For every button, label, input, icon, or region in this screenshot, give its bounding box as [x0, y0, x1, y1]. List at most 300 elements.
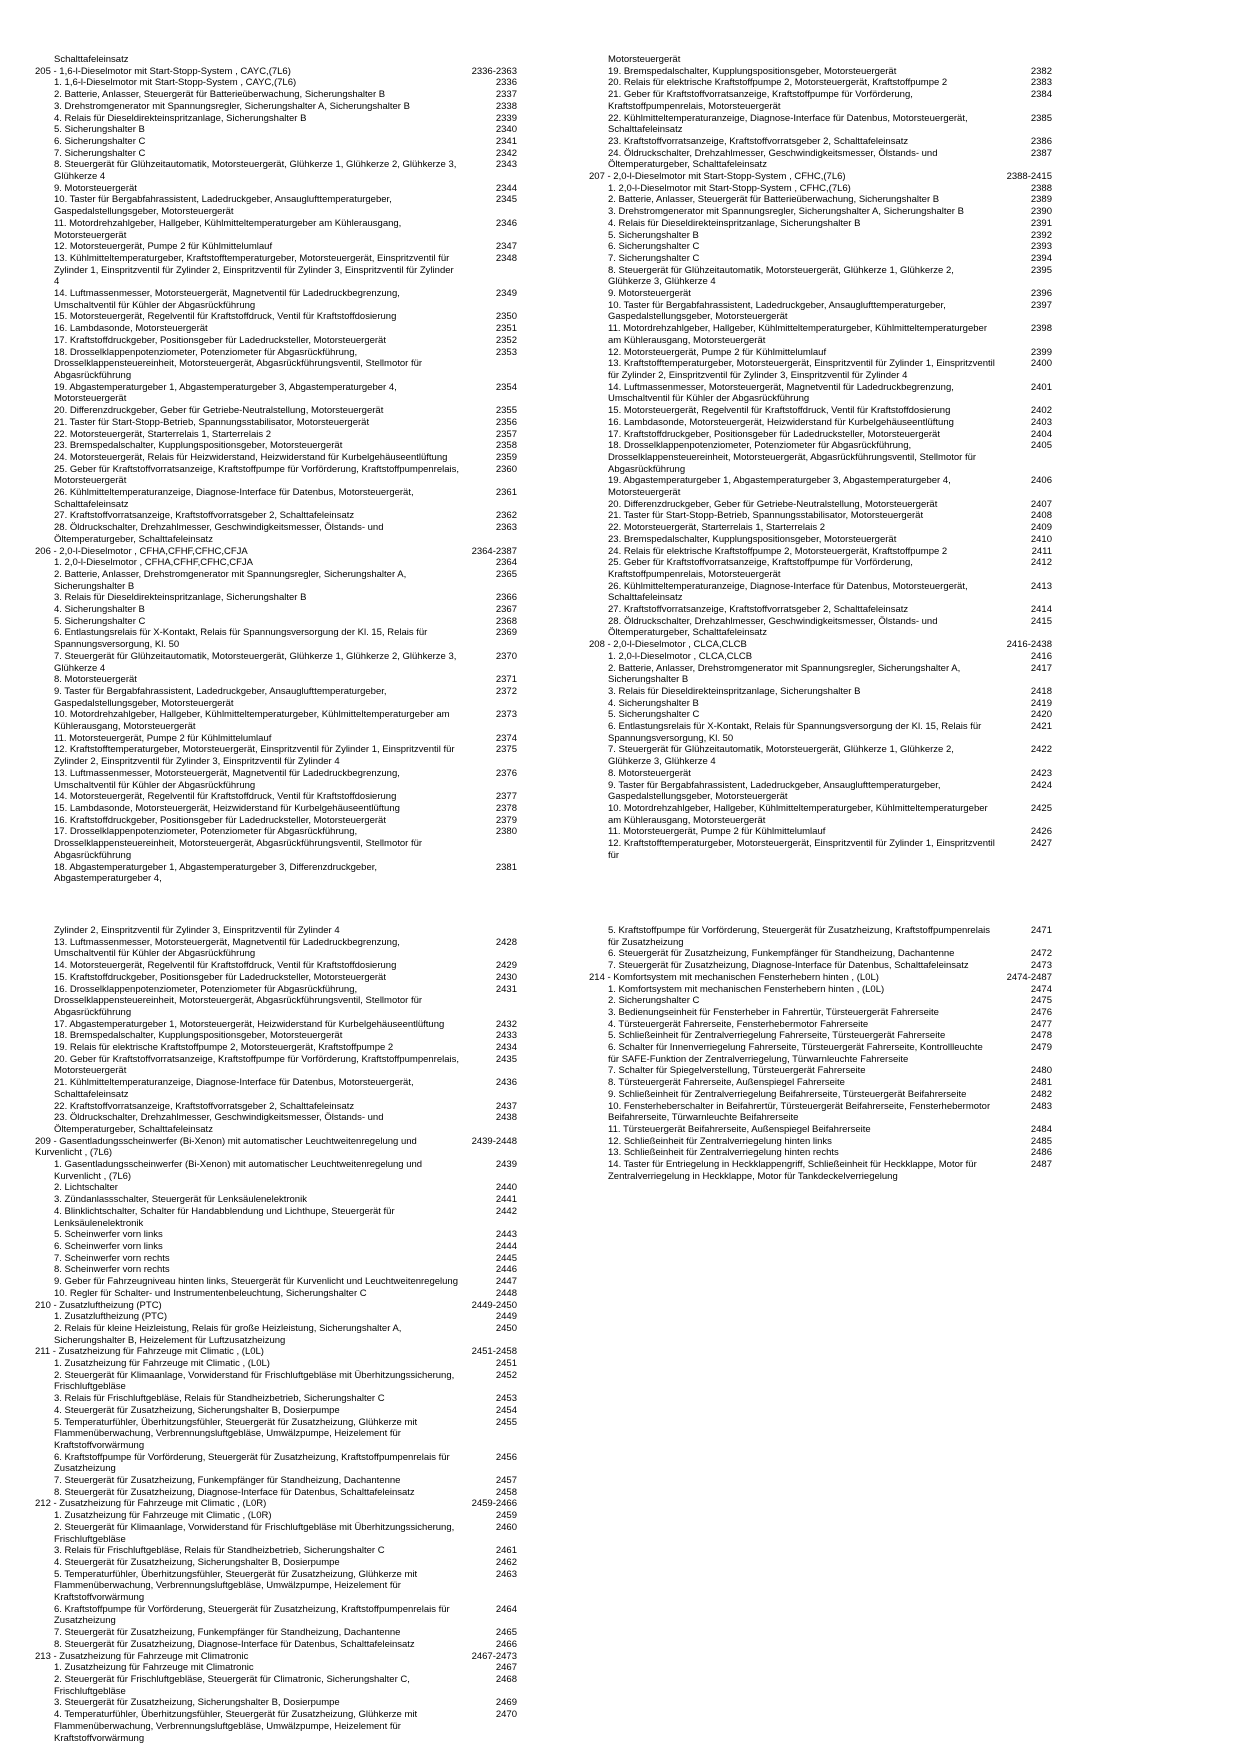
entry-text: 1. Zusatzluftheizung (PTC)	[54, 1311, 167, 1323]
entry-page-number: 2420	[1030, 709, 1052, 721]
entry-page-number: 2355	[495, 405, 517, 417]
entry-page-number: 2358	[495, 440, 517, 452]
entry-page-number: 2451-2458	[471, 1346, 517, 1358]
index-entry-row	[35, 960, 517, 972]
entry-page-number: 2411	[1031, 545, 1052, 557]
entry-text: 12. Motorsteuergerät, Pumpe 2 für Kühlmittelumlauf	[608, 346, 827, 358]
index-entry-row	[35, 686, 517, 709]
entry-text: 3. Bedienungseinheit für Fensterheber in Fahrertür, Türsteuergerät Fahrerseite	[608, 1006, 939, 1018]
index-entry-row	[35, 113, 517, 125]
entry-page-number: 2345	[495, 194, 517, 206]
entry-page-number: 2412	[1030, 557, 1052, 569]
entry-page-number: 2379	[495, 814, 517, 826]
index-entry-row	[35, 709, 517, 732]
index-entry-row	[589, 522, 1052, 534]
index-entry-row	[35, 1206, 517, 1229]
index-entry-row	[35, 429, 517, 441]
index-entry-row	[35, 194, 517, 217]
entry-page-number: 2375	[495, 744, 517, 756]
entry-text: 7. Sicherungshalter C	[54, 147, 146, 159]
entry-text: Schalttafeleinsatz	[54, 54, 129, 65]
entry-text: 3. Drehstromgenerator mit Spannungsregler, Sicherungshalter A, Sicherungshalter B	[54, 100, 410, 112]
entry-text: 25. Geber für Kraftstoffvorratsanzeige, Kraftstoffpumpe für Vorförderung, Kraftstoffpumpenrelais, Motorsteuergerät	[54, 463, 460, 487]
entry-page-number: 2443	[495, 1229, 517, 1241]
index-entry-row	[35, 183, 517, 195]
entry-page-number: 2362	[495, 510, 517, 522]
entry-text: 23. Kraftstoffvorratsanzeige, Kraftstoffvorratsgeber 2, Schalttafeleinsatz	[608, 135, 909, 147]
section-header-row	[35, 546, 517, 558]
entry-page-number: 2479	[1030, 1042, 1052, 1054]
entry-page-number: 2391	[1030, 217, 1052, 229]
entry-page-number: 2449	[495, 1311, 517, 1323]
entry-text: 20. Geber für Kraftstoffvorratsanzeige, Kraftstoffpumpe für Vorförderung, Kraftstoffpumpenrelais, Motorsteuergerät	[54, 1053, 460, 1077]
entry-page-number: 2365	[495, 568, 517, 580]
entry-page-number: 2428	[495, 936, 517, 948]
index-entry-row	[589, 206, 1052, 218]
entry-page-number: 2449-2450	[471, 1299, 517, 1311]
index-entry-row	[589, 709, 1052, 721]
entry-page-number: 2454	[495, 1404, 517, 1416]
index-entry-row	[589, 265, 1052, 288]
index-entry-row	[35, 487, 517, 510]
entry-page-number: 2400	[1030, 358, 1052, 370]
entry-page-number: 2338	[495, 100, 517, 112]
entry-page-number: 2417	[1030, 662, 1052, 674]
entry-text: 8. Steuergerät für Glühzeitautomatik, Motorsteuergerät, Glühkerze 1, Glühkerze 2, Glühkerze 3, Glühkerze 4	[608, 264, 954, 288]
entry-page-number: 2470	[495, 1709, 517, 1721]
index-entry-row	[35, 1194, 517, 1206]
entry-text: 24. Relais für elektrische Kraftstoffpumpe 2, Motorsteuergerät, Kraftstoffpumpe 2	[608, 545, 948, 557]
index-entry-row	[35, 1229, 517, 1241]
entry-text: 1. Zusatzheizung für Fahrzeuge mit Climatic , (L0L)	[54, 1358, 270, 1370]
index-entry-row	[35, 1475, 517, 1487]
entry-text: 207 - 2,0-l-Dieselmotor mit Start-Stopp-System , CFHC,(7L6)	[589, 171, 846, 183]
index-entry-row	[35, 1054, 517, 1077]
index-entry-row	[35, 136, 517, 148]
index-entry-row	[35, 218, 517, 241]
index-entry-row	[35, 815, 517, 827]
index-entry-row	[589, 826, 1052, 838]
index-entry-row	[35, 1545, 517, 1557]
entry-text: 16. Lambdasonde, Motorsteuergerät	[54, 323, 208, 335]
entry-page-number: 2461	[495, 1545, 517, 1557]
entry-text: 22. Motorsteuergerät, Starterrelais 1, Starterrelais 2	[608, 522, 826, 534]
entry-text: 8. Motorsteuergerät	[54, 674, 137, 686]
index-entry-row	[589, 417, 1052, 429]
index-entry-row	[589, 1159, 1052, 1182]
entry-page-number: 2419	[1030, 697, 1052, 709]
entry-text: 5. Sicherungshalter C	[608, 709, 700, 721]
entry-page-number: 2469	[495, 1697, 517, 1709]
entry-page-number: 2480	[1030, 1065, 1052, 1077]
entry-text: 6. Kraftstoffpumpe für Vorförderung, Steuergerät für Zusatzheizung, Kraftstoffpumpenrelais für Zusatzheizung	[54, 1451, 450, 1475]
entry-text: 208 - 2,0-l-Dieselmotor , CLCA,CLCB	[589, 639, 747, 651]
entry-page-number: 2430	[495, 971, 517, 983]
entry-page-number: 2349	[495, 288, 517, 300]
index-entry-row	[35, 1112, 517, 1135]
entry-text: 17. Kraftstoffdruckgeber, Positionsgeber für Ladedrucksteller, Motorsteuergerät	[608, 428, 940, 440]
entry-page-number: 2451	[495, 1358, 517, 1370]
entry-text: 206 - 2,0-l-Dieselmotor , CFHA,CFHF,CFHC,CFJA	[35, 545, 248, 557]
entry-page-number: 2363	[495, 522, 517, 534]
index-entry-row	[589, 651, 1052, 663]
index-entry-row	[35, 288, 517, 311]
entry-text: 13. Luftmassenmesser, Motorsteuergerät, Magnetventil für Ladedruckbegrenzung, Umschaltventil für Kühler der Abgasrückführung	[54, 767, 400, 791]
index-entry-row	[589, 948, 1052, 960]
entry-page-number: 2436	[495, 1077, 517, 1089]
entry-page-number: 2337	[495, 89, 517, 101]
entry-text: 23. Bremspedalschalter, Kupplungspositionsgeber, Motorsteuergerät	[608, 533, 897, 545]
entry-page-number: 2395	[1030, 264, 1052, 276]
index-entry-row	[35, 592, 517, 604]
entry-page-number: 2476	[1030, 1006, 1052, 1018]
entry-text: 7. Steuergerät für Zusatzheizung, Funkempfänger für Standheizung, Dachantenne	[54, 1627, 401, 1639]
entry-page-number: 2453	[495, 1393, 517, 1405]
entry-text: 5. Temperaturfühler, Überhitzungsfühler, Steuergerät für Zusatzheizung, Glühkerze mit Flammenüberwachung, Verbrennungsluftgebläse, Umwälzpumpe, Heizelement für Kraftstoffvorwärmung	[54, 1568, 418, 1604]
entry-text: 11. Motordrehzahlgeber, Hallgeber, Kühlmitteltemperaturgeber, Kühlmitteltemperaturgeber am Kühlerausgang, Motorsteuergerät	[608, 323, 987, 346]
index-entry-row	[35, 148, 517, 160]
entry-text: 17. Abgastemperaturgeber 1, Motorsteuergerät, Heizwiderstand für Kurbelgehäuseentlüftung	[54, 1018, 445, 1030]
index-entry-row	[589, 136, 1052, 148]
index-entry-row	[35, 1276, 517, 1288]
section-header-row	[589, 171, 1052, 183]
entry-page-number: 2446	[495, 1264, 517, 1276]
index-entry-row	[35, 347, 517, 382]
entry-page-number: 2425	[1030, 803, 1052, 814]
entry-page-number: 2437	[495, 1100, 517, 1112]
section-header-row	[35, 1346, 517, 1358]
entry-page-number: 2388	[1030, 182, 1052, 194]
entry-page-number: 2474	[1030, 983, 1052, 995]
entry-text: 19. Relais für elektrische Kraftstoffpumpe 2, Motorsteuergerät, Kraftstoffpumpe 2	[54, 1042, 394, 1054]
index-entry-row	[35, 510, 517, 522]
entry-page-number: 2344	[495, 182, 517, 194]
index-entry-row	[35, 1042, 517, 1054]
index-entry-row	[589, 77, 1052, 89]
index-entry-row	[35, 1522, 517, 1545]
entry-text: 9. Motorsteuergerät	[54, 182, 137, 194]
entry-page-number: 2467-2473	[471, 1650, 517, 1662]
entry-text: 209 - Gasentladungsscheinwerfer (Bi-Xenon) mit automatischer Leuchtweitenregelung und Kurvenlicht , (7L6)	[35, 1135, 417, 1159]
entry-text: 14. Luftmassenmesser, Motorsteuergerät, Magnetventil für Ladedruckbegrenzung, Umschaltventil für Kühler der Abgasrückführung	[608, 381, 954, 405]
entry-page-number: 2473	[1030, 960, 1052, 972]
entry-text: 7. Schalter für Spiegelverstellung, Türsteuergerät Fahrerseite	[608, 1065, 866, 1077]
entry-text: 1. 2,0-l-Dieselmotor , CFHA,CFHF,CFHC,CFJA	[54, 557, 253, 569]
entry-text: Zylinder 2, Einspritzventil für Zylinder 3, Einspritzventil für Zylinder 4	[54, 925, 340, 936]
entry-page-number: 2438	[495, 1112, 517, 1124]
entry-text: 1. Komfortsystem mit mechanischen Fensterhebern hinten , (L0L)	[608, 983, 885, 995]
entry-page-number: 2408	[1030, 510, 1052, 522]
index-entry-row	[35, 1311, 517, 1323]
entry-page-number: 2448	[495, 1287, 517, 1299]
entry-text: 27. Kraftstoffvorratsanzeige, Kraftstoffvorratsgeber 2, Schalttafeleinsatz	[54, 510, 355, 522]
index-entry-row	[589, 1019, 1052, 1031]
index-entry-row	[589, 1136, 1052, 1148]
entry-page-number: 2467	[495, 1662, 517, 1674]
section-header-row	[35, 1136, 517, 1159]
entry-text: 27. Kraftstoffvorratsanzeige, Kraftstoffvorratsgeber 2, Schalttafeleinsatz	[608, 604, 909, 616]
entry-text: 7. Scheinwerfer vorn rechts	[54, 1252, 170, 1264]
entry-text: 9. Taster für Bergabfahrassistent, Ladedruckgeber, Ansauglufttemperaturgeber, Gaspedalstellungsgeber, Motorsteuergerät	[608, 779, 941, 803]
entry-page-number: 2487	[1030, 1159, 1052, 1171]
entry-page-number: 2439	[495, 1159, 517, 1171]
entry-text: 11. Motordrehzahlgeber, Hallgeber, Kühlmitteltemperaturgeber am Kühlerausgang, Motorsteuergerät	[54, 217, 402, 241]
entry-page-number: 2401	[1030, 381, 1052, 393]
entry-text: 3. Zündanlassschalter, Steuergerät für Lenksäulenelektronik	[54, 1194, 307, 1206]
entry-text: 5. Scheinwerfer vorn links	[54, 1229, 163, 1241]
entry-page-number: 2364	[495, 557, 517, 569]
entry-page-number: 2352	[495, 334, 517, 346]
index-entry-row	[35, 89, 517, 101]
index-entry-row	[35, 627, 517, 650]
index-entry-row	[589, 288, 1052, 300]
entry-text: 11. Türsteuergerät Beifahrerseite, Außenspiegel Beifahrerseite	[608, 1123, 871, 1135]
index-entry-row	[35, 1358, 517, 1370]
entry-text: 1. Gasentladungsscheinwerfer (Bi-Xenon) mit automatischer Leuchtweitenregelung und Kurvenlicht , (7L6)	[54, 1159, 423, 1182]
entry-text: 214 - Komfortsystem mit mechanischen Fensterhebern hinten , (L0L)	[589, 971, 879, 983]
entry-text: 6. Schalter für Innenverriegelung Fahrerseite, Türsteuergerät Fahrerseite, Kontrollleuchte für SAFE-Funktion der Zentralverriegelung, Türwarnleuchte Fahrerseite	[608, 1042, 983, 1065]
entry-page-number: 2483	[1030, 1100, 1052, 1112]
entry-text: 5. Kraftstoffpumpe für Vorförderung, Steuergerät für Zusatzheizung, Kraftstoffpumpenrelais für Zusatzheizung	[608, 925, 990, 948]
entry-page-number: 2350	[495, 311, 517, 323]
entry-page-number: 2336-2363	[471, 65, 517, 77]
index-entry-row	[35, 1182, 517, 1194]
entry-page-number: 2464	[495, 1603, 517, 1615]
index-entry-row	[35, 984, 517, 1019]
entry-text: 22. Motorsteuergerät, Starterrelais 1, Starterrelais 2	[54, 428, 272, 440]
index-entry-row	[35, 1241, 517, 1253]
entry-page-number: 2466	[495, 1638, 517, 1650]
entry-page-number: 2371	[495, 674, 517, 686]
entry-page-number: 2392	[1030, 229, 1052, 241]
entry-text: 12. Schließeinheit für Zentralverriegelung hinten links	[608, 1135, 832, 1147]
entry-text: 26. Kühlmitteltemperaturanzeige, Diagnose-Interface für Datenbus, Motorsteuergerät, Schalttafeleinsatz	[608, 580, 968, 604]
index-entry-row	[589, 686, 1052, 698]
index-entry-row	[35, 1077, 517, 1100]
index-entry-row	[589, 148, 1052, 171]
index-entry-row	[589, 721, 1052, 744]
entry-text: 28. Öldruckschalter, Drehzahlmesser, Geschwindigkeitsmesser, Ölstands- und Öltemperaturgeber, Schalttafeleinsatz	[54, 522, 384, 545]
entry-text: 9. Motorsteuergerät	[608, 288, 691, 300]
entry-page-number: 2369	[495, 627, 517, 639]
entry-page-number: 2368	[495, 615, 517, 627]
section-header-row	[35, 1498, 517, 1510]
entry-text: 16. Kraftstoffdruckgeber, Positionsgeber für Ladedrucksteller, Motorsteuergerät	[54, 814, 386, 826]
entry-text: 21. Geber für Kraftstoffvorratsanzeige, Kraftstoffpumpe für Vorförderung, Kraftstoffpumpenrelais, Motorsteuergerät	[608, 89, 913, 112]
entry-page-number: 2351	[495, 323, 517, 335]
entry-text: 11. Motorsteuergerät, Pumpe 2 für Kühlmittelumlauf	[608, 826, 826, 838]
index-column-top-right	[589, 54, 1052, 862]
entry-page-number: 2474-2487	[1006, 971, 1052, 983]
entry-page-number: 2360	[495, 463, 517, 475]
entry-page-number: 2484	[1030, 1123, 1052, 1135]
entry-page-number: 2364-2387	[471, 545, 517, 557]
entry-page-number: 2409	[1030, 522, 1052, 534]
entry-text: 24. Motorsteuergerät, Relais für Heizwiderstand, Heizwiderstand für Kurbelgehäuseentlüftung	[54, 451, 448, 463]
entry-text: 2. Batterie, Anlasser, Steuergerät für Batterieüberwachung, Sicherungshalter B	[608, 194, 940, 206]
entry-page-number: 2339	[495, 112, 517, 124]
entry-page-number: 2418	[1030, 685, 1052, 697]
entry-page-number: 2342	[495, 147, 517, 159]
entry-text: 21. Taster für Start-Stopp-Betrieb, Spannungsstabilisator, Motorsteuergerät	[608, 510, 924, 522]
entry-text: 2. Steuergerät für Klimaanlage, Vorwiderstand für Frischluftgebläse mit Überhitzungssicherung, Frischluftgebläse	[54, 1521, 455, 1545]
entry-page-number: 2455	[495, 1416, 517, 1428]
entry-text: 3. Relais für Frischluftgebläse, Relais für Standheizbetrieb, Sicherungshalter C	[54, 1393, 385, 1405]
entry-text: 22. Kraftstoffvorratsanzeige, Kraftstoffvorratsgeber 2, Schalttafeleinsatz	[54, 1100, 355, 1112]
entry-text: 12. Motorsteuergerät, Pumpe 2 für Kühlmittelumlauf	[54, 241, 273, 253]
entry-text: 5. Temperaturfühler, Überhitzungsfühler, Steuergerät für Zusatzheizung, Glühkerze mit Flammenüberwachung, Verbrennungsluftgebläse, Umwälzpumpe, Heizelement für Kraftstoffvorwärmung	[54, 1416, 418, 1451]
entry-page-number: 2433	[495, 1030, 517, 1042]
index-entry-row	[589, 1077, 1052, 1089]
index-entry-row	[589, 405, 1052, 417]
entry-text: 7. Steuergerät für Zusatzheizung, Funkempfänger für Standheizung, Dachantenne	[54, 1475, 401, 1487]
entry-page-number: 2407	[1030, 498, 1052, 510]
entry-text: 4. Steuergerät für Zusatzheizung, Sicherungshalter B, Dosierpumpe	[54, 1556, 340, 1568]
index-entry-row	[589, 499, 1052, 511]
entry-page-number: 2396	[1030, 288, 1052, 300]
entry-page-number: 2380	[495, 826, 517, 838]
entry-page-number: 2382	[1030, 65, 1052, 77]
entry-page-number: 2378	[495, 803, 517, 814]
index-entry-row	[35, 335, 517, 347]
entry-text: 4. Blinklichtschalter, Schalter für Handabblendung und Lichthupe, Steuergerät für Lenksäulenelektronik	[54, 1205, 395, 1229]
entry-text: 12. Kraftstofftemperaturgeber, Motorsteuergerät, Einspritzventil für Zylinder 1, Einspritzventil für	[608, 838, 995, 861]
index-entry-row	[35, 159, 517, 182]
index-entry-row	[589, 768, 1052, 780]
index-entry-row	[35, 241, 517, 253]
entry-page-number: 2459	[495, 1510, 517, 1522]
entry-text: 19. Abgastemperaturgeber 1, Abgastemperaturgeber 3, Abgastemperaturgeber 4, Motorsteuergerät	[54, 381, 397, 405]
index-entry-row	[589, 358, 1052, 381]
entry-text: 205 - 1,6-l-Dieselmotor mit Start-Stopp-System , CAYC,(7L6)	[35, 65, 291, 77]
index-entry-row	[35, 1510, 517, 1522]
entry-text: 15. Motorsteuergerät, Regelventil für Kraftstoffdruck, Ventil für Kraftstoffdosierung	[54, 311, 397, 323]
entry-text: 12. Kraftstofftemperaturgeber, Motorsteuergerät, Einspritzventil für Zylinder 1, Einspritzventil für Zylinder 2, Einspritzventil für Zylinder 3, Einspritzventil für Zylinder 4	[54, 744, 455, 768]
entry-text: 19. Abgastemperaturgeber 1, Abgastemperaturgeber 3, Abgastemperaturgeber 4, Motorsteuergerät	[608, 475, 951, 499]
entry-text: 4. Relais für Dieseldirekteinspritzanlage, Sicherungshalter B	[54, 112, 307, 124]
entry-page-number: 2370	[495, 650, 517, 662]
entry-text: 13. Kraftstofftemperaturgeber, Motorsteuergerät, Einspritzventil für Zylinder 1, Einspritzventil für Zylinder 2, Einspritzventil für Zylinder 3, Einspritzventil für Zylinder 4	[608, 358, 995, 381]
entry-text: Motorsteuergerät	[608, 54, 681, 65]
index-entry-row	[35, 1604, 517, 1627]
entry-page-number: 2434	[495, 1042, 517, 1054]
entry-text: 14. Motorsteuergerät, Regelventil für Kraftstoffdruck, Ventil für Kraftstoffdosierung	[54, 791, 397, 803]
index-entry-row	[589, 1030, 1052, 1042]
entry-text: 16. Drosselklappenpotenziometer, Potenziometer für Abgasrückführung, Drosselklappensteuereinheit, Motorsteuergerät, Abgasrückführungsventil, Stellmotor für Abgasrückführung	[54, 983, 423, 1018]
entry-text: 25. Geber für Kraftstoffvorratsanzeige, Kraftstoffpumpe für Vorförderung, Kraftstoffpumpenrelais, Motorsteuergerät	[608, 557, 913, 580]
continuation-row	[35, 925, 517, 937]
index-entry-row	[589, 429, 1052, 441]
section-header-row	[589, 639, 1052, 651]
index-entry-row	[589, 616, 1052, 639]
index-entry-row	[35, 1487, 517, 1499]
index-entry-row	[589, 698, 1052, 710]
index-entry-row	[589, 510, 1052, 522]
entry-page-number: 2347	[495, 241, 517, 253]
entry-page-number: 2384	[1030, 89, 1052, 101]
entry-text: 4. Temperaturfühler, Überhitzungsfühler, Steuergerät für Zusatzheizung, Glühkerze mit Flammenüberwachung, Verbrennungsluftgebläse, Umwälzpumpe, Heizelement für Kraftstoffvorwärmung	[54, 1709, 418, 1744]
entry-text: 14. Luftmassenmesser, Motorsteuergerät, Magnetventil für Ladedruckbegrenzung, Umschaltventil für Kühler der Abgasrückführung	[54, 288, 400, 311]
entry-text: 4. Sicherungshalter B	[608, 697, 699, 709]
entry-page-number: 2422	[1030, 744, 1052, 756]
entry-text: 22. Kühlmitteltemperaturanzeige, Diagnose-Interface für Datenbus, Motorsteuergerät, Schalttafeleinsatz	[608, 112, 968, 136]
entry-page-number: 2356	[495, 416, 517, 428]
index-column-bottom-right	[589, 925, 1052, 1182]
entry-text: 210 - Zusatzluftheizung (PTC)	[35, 1299, 162, 1311]
index-entry-row	[35, 311, 517, 323]
entry-text: 3. Relais für Dieseldirekteinspritzanlage, Sicherungshalter B	[54, 592, 307, 604]
index-entry-row	[589, 66, 1052, 78]
entry-page-number: 2460	[495, 1521, 517, 1533]
entry-text: 4. Steuergerät für Zusatzheizung, Sicherungshalter B, Dosierpumpe	[54, 1404, 340, 1416]
entry-text: 24. Öldruckschalter, Drehzahlmesser, Geschwindigkeitsmesser, Ölstands- und Öltemperaturgeber, Schalttafeleinsatz	[608, 147, 938, 171]
entry-text: 9. Taster für Bergabfahrassistent, Ladedruckgeber, Ansauglufttemperaturgeber, Gaspedalstellungsgeber, Motorsteuergerät	[54, 685, 387, 709]
entry-page-number: 2402	[1030, 405, 1052, 417]
index-entry-row	[35, 826, 517, 861]
index-entry-row	[35, 1639, 517, 1651]
index-entry-row	[589, 1089, 1052, 1101]
entry-page-number: 2421	[1030, 721, 1052, 733]
entry-text: 2. Batterie, Anlasser, Steuergerät für Batterieüberwachung, Sicherungshalter B	[54, 89, 386, 101]
entry-page-number: 2403	[1030, 416, 1052, 428]
entry-page-number: 2472	[1030, 948, 1052, 960]
entry-page-number: 2416	[1030, 650, 1052, 662]
section-header-row	[35, 66, 517, 78]
index-entry-row	[35, 1288, 517, 1300]
index-entry-row	[589, 382, 1052, 405]
entry-page-number: 2366	[495, 592, 517, 604]
entry-text: 6. Kraftstoffpumpe für Vorförderung, Steuergerät für Zusatzheizung, Kraftstoffpumpenrelais für Zusatzheizung	[54, 1603, 450, 1627]
index-entry-row	[35, 522, 517, 545]
index-entry-row	[589, 581, 1052, 604]
entry-page-number: 2465	[495, 1627, 517, 1639]
entry-text: 211 - Zusatzheizung für Fahrzeuge mit Climatic , (L0L)	[35, 1346, 264, 1358]
entry-page-number: 2377	[495, 791, 517, 803]
entry-page-number: 2405	[1030, 440, 1052, 452]
index-entry-row	[35, 382, 517, 405]
entry-text: 13. Luftmassenmesser, Motorsteuergerät, Magnetventil für Ladedruckbegrenzung, Umschaltventil für Kühler der Abgasrückführung	[54, 936, 400, 960]
entry-page-number: 2414	[1030, 604, 1052, 616]
entry-page-number: 2456	[495, 1451, 517, 1463]
index-entry-row	[35, 1101, 517, 1113]
entry-page-number: 2374	[495, 732, 517, 744]
index-entry-row	[35, 972, 517, 984]
index-entry-row	[589, 744, 1052, 767]
index-entry-row	[35, 1662, 517, 1674]
index-entry-row	[35, 862, 517, 885]
entry-page-number: 2442	[495, 1205, 517, 1217]
entry-text: 2. Steuergerät für Frischluftgebläse, Steuergerät für Climatronic, Sicherungshalter C, Frischluftgebläse	[54, 1674, 410, 1697]
entry-page-number: 2399	[1030, 346, 1052, 358]
entry-page-number: 2431	[495, 983, 517, 995]
index-entry-row	[35, 791, 517, 803]
index-entry-row	[589, 663, 1052, 686]
entry-page-number: 2393	[1030, 241, 1052, 253]
index-entry-row	[35, 1019, 517, 1031]
index-entry-row	[35, 101, 517, 113]
index-entry-row	[35, 674, 517, 686]
entry-page-number: 2462	[495, 1556, 517, 1568]
entry-text: 3. Steuergerät für Zusatzheizung, Sicherungshalter B, Dosierpumpe	[54, 1697, 340, 1709]
entry-page-number: 2468	[495, 1674, 517, 1685]
entry-text: 9. Geber für Fahrzeugniveau hinten links, Steuergerät für Kurvenlicht und Leuchtweitenregelung	[54, 1276, 458, 1288]
entry-page-number: 2346	[495, 217, 517, 229]
entry-text: 6. Sicherungshalter C	[54, 135, 146, 147]
continuation-row	[589, 54, 1052, 66]
entry-text: 14. Taster für Entriegelung in Heckklappengriff, Schließeinheit für Heckklappe, Motor für Zentralverriegelung in Heckklappe, Motor für Tankdeckelverriegelung	[608, 1159, 977, 1182]
entry-page-number: 2341	[495, 135, 517, 147]
entry-page-number: 2390	[1030, 206, 1052, 218]
